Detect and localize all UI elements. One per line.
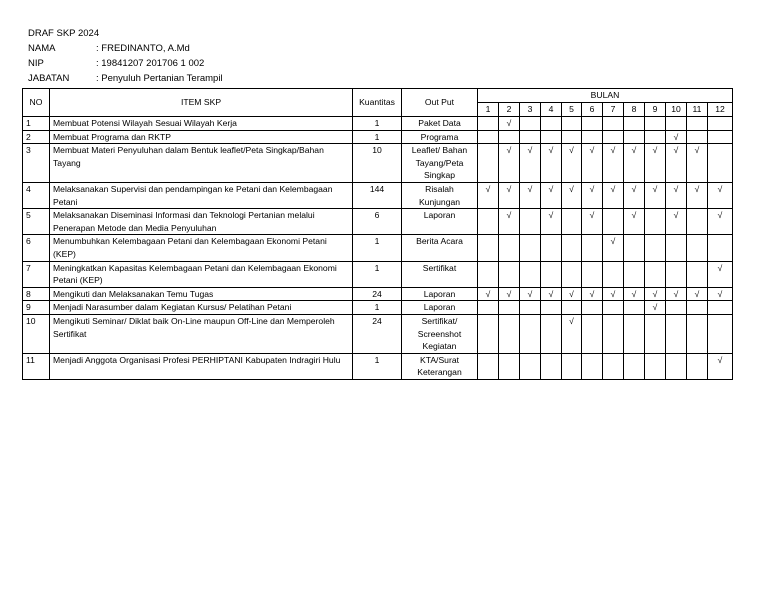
- cell-output: Risalah Kunjungan: [402, 182, 478, 208]
- cell-month-5: [562, 117, 582, 131]
- check-mark: √: [506, 183, 512, 194]
- month-header-2: 2: [499, 103, 520, 117]
- check-mark: √: [506, 288, 512, 299]
- cell-item: Menjadi Narasumber dalam Kegiatan Kursus/ Pelatihan Petani: [50, 301, 353, 315]
- check-mark: √: [589, 145, 595, 156]
- table-body: [23, 117, 733, 380]
- cell-qty: 1: [353, 130, 402, 144]
- check-mark: √: [569, 145, 574, 156]
- check-mark: √: [673, 183, 679, 194]
- check-mark: √: [673, 210, 679, 221]
- cell-month-11: [687, 117, 708, 131]
- check-mark: √: [506, 145, 512, 156]
- check-mark: √: [673, 145, 679, 156]
- header-row: [23, 89, 733, 103]
- month-header-10: 10: [666, 103, 687, 117]
- cell-month-7: [603, 301, 624, 315]
- cell-month-7: [603, 130, 624, 144]
- cell-item: Membuat Materi Penyuluhan dalam Bentuk leaflet/Peta Singkap/Bahan Tayang: [50, 144, 353, 183]
- cell-qty: 6: [353, 209, 402, 235]
- field-jabatan: [28, 71, 223, 86]
- cell-month-6: [582, 209, 603, 235]
- cell-no: 7: [23, 261, 50, 287]
- cell-month-1: [478, 182, 499, 208]
- cell-month-10: [666, 235, 687, 261]
- cell-item: Melaksanakan Diseminasi Informasi dan Teknologi Pertanian melalui Penerapan Metode dan Media Penyuluhan: [50, 209, 353, 235]
- check-mark: √: [652, 183, 658, 194]
- cell-month-1: [478, 287, 499, 301]
- cell-month-10: [666, 314, 687, 353]
- table-row: [23, 235, 733, 261]
- month-header-3: 3: [520, 103, 541, 117]
- check-mark: √: [631, 288, 637, 299]
- cell-month-10: [666, 182, 687, 208]
- cell-output: Laporan: [402, 287, 478, 301]
- check-mark: √: [527, 288, 533, 299]
- cell-qty: 144: [353, 182, 402, 208]
- cell-month-3: [520, 182, 541, 208]
- cell-month-12: [708, 261, 733, 287]
- check-mark: √: [548, 145, 554, 156]
- cell-month-1: [478, 235, 499, 261]
- check-mark: √: [485, 183, 491, 194]
- cell-month-5: [562, 144, 582, 183]
- cell-item: Mengikuti dan Melaksanakan Temu Tugas: [50, 287, 353, 301]
- cell-month-2: [499, 182, 520, 208]
- cell-month-10: [666, 130, 687, 144]
- cell-month-6: [582, 182, 603, 208]
- cell-month-3: [520, 287, 541, 301]
- cell-month-7: [603, 117, 624, 131]
- check-mark: √: [569, 183, 574, 194]
- cell-month-6: [582, 353, 603, 379]
- document-title: DRAF SKP 2024: [28, 28, 100, 39]
- table-row: [23, 301, 733, 315]
- field-nama: [28, 41, 223, 56]
- month-header-8: 8: [624, 103, 645, 117]
- cell-month-8: [624, 117, 645, 131]
- cell-month-10: [666, 209, 687, 235]
- cell-month-6: [582, 301, 603, 315]
- field-label: JABATAN: [28, 73, 70, 84]
- cell-no: 11: [23, 353, 50, 379]
- cell-output: Leaflet/ Bahan Tayang/Peta Singkap: [402, 144, 478, 183]
- cell-month-4: [541, 261, 562, 287]
- check-mark: √: [717, 183, 723, 194]
- table-row: [23, 144, 733, 183]
- field-nip: [28, 56, 223, 71]
- cell-month-4: [541, 209, 562, 235]
- cell-month-9: [645, 314, 666, 353]
- cell-month-5: [562, 287, 582, 301]
- cell-month-8: [624, 261, 645, 287]
- cell-month-9: [645, 209, 666, 235]
- table-row: [23, 353, 733, 379]
- cell-no: 9: [23, 301, 50, 315]
- check-mark: √: [631, 183, 637, 194]
- cell-month-1: [478, 144, 499, 183]
- check-mark: √: [717, 210, 723, 221]
- check-mark: √: [717, 262, 723, 273]
- cell-month-12: [708, 130, 733, 144]
- cell-month-12: [708, 144, 733, 183]
- cell-month-6: [582, 261, 603, 287]
- cell-month-9: [645, 353, 666, 379]
- check-mark: √: [548, 288, 554, 299]
- cell-month-5: [562, 353, 582, 379]
- check-mark: √: [610, 145, 616, 156]
- column-header-output: Out Put: [402, 89, 478, 117]
- cell-month-9: [645, 235, 666, 261]
- cell-month-4: [541, 130, 562, 144]
- cell-month-8: [624, 182, 645, 208]
- check-mark: √: [694, 145, 700, 156]
- cell-month-4: [541, 117, 562, 131]
- table-row: [23, 209, 733, 235]
- cell-no: 8: [23, 287, 50, 301]
- cell-month-12: [708, 235, 733, 261]
- cell-month-10: [666, 144, 687, 183]
- cell-month-12: [708, 353, 733, 379]
- cell-month-7: [603, 182, 624, 208]
- cell-month-11: [687, 130, 708, 144]
- check-mark: √: [610, 288, 616, 299]
- cell-month-5: [562, 209, 582, 235]
- check-mark: √: [694, 288, 700, 299]
- cell-month-4: [541, 287, 562, 301]
- cell-no: 4: [23, 182, 50, 208]
- cell-month-3: [520, 209, 541, 235]
- cell-output: Programa: [402, 130, 478, 144]
- table-row: [23, 182, 733, 208]
- cell-month-2: [499, 130, 520, 144]
- cell-output: Sertifikat/ Screenshot Kegiatan: [402, 314, 478, 353]
- check-mark: √: [652, 302, 658, 313]
- cell-month-7: [603, 314, 624, 353]
- cell-qty: 1: [353, 301, 402, 315]
- cell-month-12: [708, 117, 733, 131]
- cell-month-5: [562, 130, 582, 144]
- cell-month-8: [624, 209, 645, 235]
- table-row: [23, 130, 733, 144]
- field-value: : Penyuluh Pertanian Terampil: [96, 73, 223, 84]
- month-header-5: 5: [562, 103, 582, 117]
- cell-month-10: [666, 301, 687, 315]
- cell-month-7: [603, 287, 624, 301]
- cell-month-4: [541, 301, 562, 315]
- cell-month-1: [478, 301, 499, 315]
- cell-month-8: [624, 301, 645, 315]
- cell-month-6: [582, 235, 603, 261]
- cell-month-4: [541, 235, 562, 261]
- cell-item: Meningkatkan Kapasitas Kelembagaan Petani dan Kelembagaan Ekonomi Petani (KEP): [50, 261, 353, 287]
- table-row: [23, 261, 733, 287]
- cell-month-7: [603, 235, 624, 261]
- cell-month-2: [499, 261, 520, 287]
- cell-month-7: [603, 261, 624, 287]
- cell-month-4: [541, 353, 562, 379]
- cell-month-9: [645, 144, 666, 183]
- cell-month-12: [708, 301, 733, 315]
- cell-month-2: [499, 287, 520, 301]
- table-row: [23, 117, 733, 131]
- cell-month-11: [687, 301, 708, 315]
- column-header-month-group: BULAN: [478, 89, 733, 103]
- cell-output: Laporan: [402, 301, 478, 315]
- check-mark: √: [631, 145, 637, 156]
- table-row: [23, 314, 733, 353]
- month-header-6: 6: [582, 103, 603, 117]
- cell-month-11: [687, 209, 708, 235]
- cell-month-3: [520, 353, 541, 379]
- cell-qty: 1: [353, 117, 402, 131]
- cell-month-8: [624, 235, 645, 261]
- cell-no: 6: [23, 235, 50, 261]
- cell-month-11: [687, 287, 708, 301]
- cell-month-1: [478, 314, 499, 353]
- cell-item: Menumbuhkan Kelembagaan Petani dan Kelembagaan Ekonomi Petani (KEP): [50, 235, 353, 261]
- check-mark: √: [631, 210, 637, 221]
- check-mark: √: [717, 354, 723, 365]
- cell-month-11: [687, 353, 708, 379]
- month-header-11: 11: [687, 103, 708, 117]
- cell-month-1: [478, 261, 499, 287]
- cell-no: 2: [23, 130, 50, 144]
- cell-month-12: [708, 287, 733, 301]
- cell-item: Menjadi Anggota Organisasi Profesi PERHIPTANI Kabupaten Indragiri Hulu: [50, 353, 353, 379]
- check-mark: √: [589, 210, 595, 221]
- cell-month-12: [708, 182, 733, 208]
- month-header-12: 12: [708, 103, 733, 117]
- check-mark: √: [694, 183, 700, 194]
- cell-month-3: [520, 261, 541, 287]
- cell-month-9: [645, 182, 666, 208]
- cell-qty: 10: [353, 144, 402, 183]
- cell-month-10: [666, 353, 687, 379]
- check-mark: √: [673, 131, 679, 142]
- cell-month-2: [499, 235, 520, 261]
- cell-month-2: [499, 353, 520, 379]
- cell-month-10: [666, 117, 687, 131]
- cell-month-10: [666, 261, 687, 287]
- cell-month-11: [687, 235, 708, 261]
- check-mark: √: [485, 288, 491, 299]
- check-mark: √: [652, 288, 658, 299]
- cell-month-11: [687, 144, 708, 183]
- cell-output: Sertifikat: [402, 261, 478, 287]
- check-mark: √: [569, 288, 574, 299]
- cell-month-4: [541, 144, 562, 183]
- cell-month-1: [478, 353, 499, 379]
- check-mark: √: [652, 145, 658, 156]
- cell-no: 10: [23, 314, 50, 353]
- check-mark: √: [506, 118, 512, 128]
- cell-month-6: [582, 314, 603, 353]
- check-mark: √: [506, 210, 512, 221]
- cell-month-7: [603, 209, 624, 235]
- cell-month-12: [708, 314, 733, 353]
- column-header-qty: Kuantitas: [353, 89, 402, 117]
- cell-month-8: [624, 353, 645, 379]
- check-mark: √: [589, 288, 595, 299]
- cell-month-8: [624, 130, 645, 144]
- document-header: [28, 26, 223, 86]
- check-mark: √: [717, 288, 723, 299]
- cell-month-6: [582, 287, 603, 301]
- cell-month-5: [562, 182, 582, 208]
- cell-no: 5: [23, 209, 50, 235]
- cell-month-3: [520, 117, 541, 131]
- field-label: NAMA: [28, 43, 56, 54]
- check-mark: √: [548, 183, 554, 194]
- field-value: : FREDINANTO, A.Md: [96, 43, 190, 54]
- cell-month-12: [708, 209, 733, 235]
- check-mark: √: [569, 315, 574, 326]
- cell-month-6: [582, 144, 603, 183]
- cell-month-3: [520, 235, 541, 261]
- cell-no: 3: [23, 144, 50, 183]
- cell-qty: 1: [353, 353, 402, 379]
- check-mark: √: [527, 183, 533, 194]
- column-header-no: NO: [23, 89, 50, 117]
- cell-month-1: [478, 130, 499, 144]
- cell-month-11: [687, 314, 708, 353]
- cell-output: KTA/Surat Keterangan: [402, 353, 478, 379]
- cell-item: Melaksanakan Supervisi dan pendampingan ke Petani dan Kelembagaan Petani: [50, 182, 353, 208]
- cell-qty: 24: [353, 314, 402, 353]
- cell-month-8: [624, 144, 645, 183]
- cell-month-2: [499, 314, 520, 353]
- cell-output: Paket Data: [402, 117, 478, 131]
- cell-qty: 1: [353, 235, 402, 261]
- cell-month-5: [562, 235, 582, 261]
- cell-month-4: [541, 182, 562, 208]
- cell-month-5: [562, 314, 582, 353]
- skp-table: [22, 88, 733, 380]
- cell-month-7: [603, 353, 624, 379]
- cell-month-3: [520, 144, 541, 183]
- cell-month-2: [499, 209, 520, 235]
- cell-month-3: [520, 301, 541, 315]
- column-header-item: ITEM SKP: [50, 89, 353, 117]
- cell-month-9: [645, 301, 666, 315]
- cell-month-7: [603, 144, 624, 183]
- table-row: [23, 287, 733, 301]
- cell-output: Laporan: [402, 209, 478, 235]
- cell-month-5: [562, 261, 582, 287]
- cell-month-8: [624, 314, 645, 353]
- cell-month-2: [499, 117, 520, 131]
- cell-month-9: [645, 261, 666, 287]
- check-mark: √: [589, 183, 595, 194]
- month-header-7: 7: [603, 103, 624, 117]
- month-header-4: 4: [541, 103, 562, 117]
- check-mark: √: [673, 288, 679, 299]
- cell-month-11: [687, 182, 708, 208]
- cell-qty: 1: [353, 261, 402, 287]
- field-label: NIP: [28, 58, 44, 69]
- month-header-1: 1: [478, 103, 499, 117]
- cell-month-9: [645, 130, 666, 144]
- check-mark: √: [548, 210, 554, 221]
- check-mark: √: [610, 236, 616, 247]
- cell-month-2: [499, 144, 520, 183]
- cell-month-9: [645, 287, 666, 301]
- cell-output: Berita Acara: [402, 235, 478, 261]
- cell-month-1: [478, 209, 499, 235]
- cell-item: Mengikuti Seminar/ Diklat baik On-Line maupun Off-Line dan Memperoleh Sertifikat: [50, 314, 353, 353]
- field-value: : 19841207 201706 1 002: [96, 58, 205, 69]
- cell-qty: 24: [353, 287, 402, 301]
- cell-month-11: [687, 261, 708, 287]
- cell-month-1: [478, 117, 499, 131]
- cell-item: Membuat Potensi Wilayah Sesuai Wilayah Kerja: [50, 117, 353, 131]
- cell-month-9: [645, 117, 666, 131]
- check-mark: √: [527, 145, 533, 156]
- cell-month-6: [582, 130, 603, 144]
- cell-month-6: [582, 117, 603, 131]
- cell-month-3: [520, 314, 541, 353]
- check-mark: √: [610, 183, 616, 194]
- cell-month-3: [520, 130, 541, 144]
- cell-month-10: [666, 287, 687, 301]
- month-header-9: 9: [645, 103, 666, 117]
- cell-month-8: [624, 287, 645, 301]
- cell-item: Membuat Programa dan RKTP: [50, 130, 353, 144]
- cell-no: 1: [23, 117, 50, 131]
- cell-month-2: [499, 301, 520, 315]
- cell-month-4: [541, 314, 562, 353]
- cell-month-5: [562, 301, 582, 315]
